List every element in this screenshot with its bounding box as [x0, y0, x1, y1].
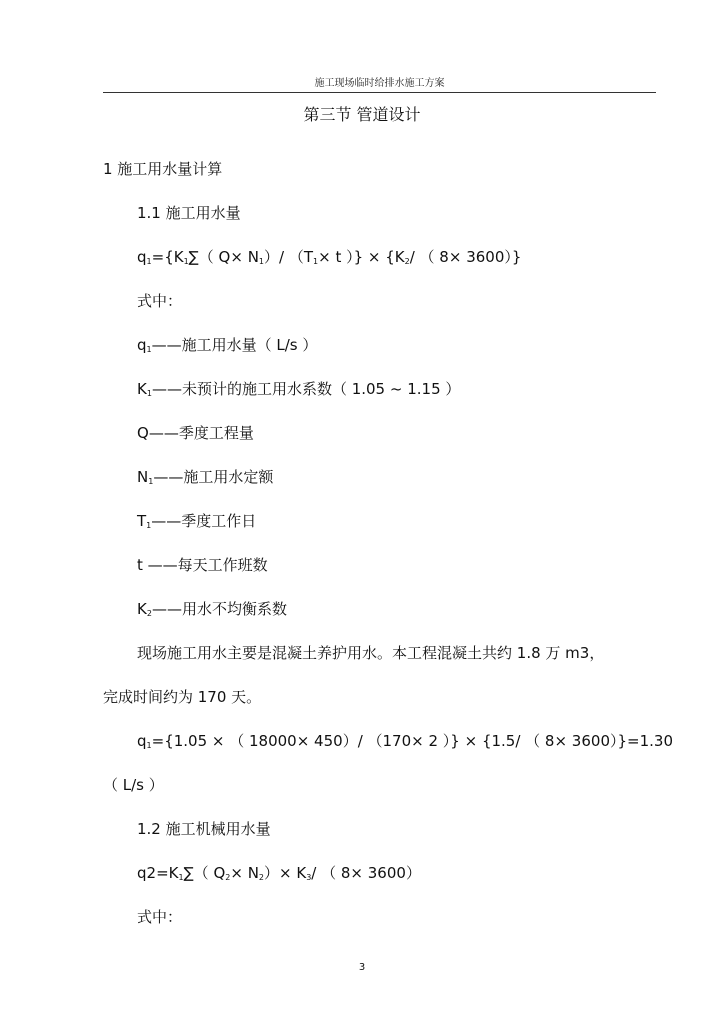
- calculation-q1-unit: （ L/s ）: [103, 776, 164, 794]
- where-label-2: 式中：: [137, 908, 183, 926]
- section-title: 第三节 管道设计: [303, 105, 421, 124]
- formula-q2: $q2=K_1\sum$（ $Q_2\times N_2)\times K_3/$ （ 8× 3600）: [137, 864, 421, 882]
- paragraph-concrete-cont: 完成时间约为 170 天。: [103, 688, 262, 706]
- paragraph-concrete: 现场施工用水主要是混凝土养护用水。本工程混凝土共约 1.8 万 m3，: [137, 644, 605, 662]
- formula-q1: $q_1=\{K_1\sum$（ $Q\times N_1)/$ （$T_1\times t$ ）} × {$K_2/$ （ 8× 3600）}: [137, 248, 522, 266]
- heading-construction-water: 1.1 施工用水量: [137, 204, 241, 222]
- definition-k1: $K_1——$未预计的施工用水系数（ 1.05 ~ 1.15 ）: [137, 380, 461, 398]
- definition-t: t ——每天工作班数: [137, 556, 268, 574]
- page-number: 3: [358, 962, 366, 973]
- definition-k2: $K_2——$用水不均衡系数: [137, 600, 287, 618]
- heading-machine-water: 1.2 施工机械用水量: [137, 820, 271, 838]
- definition-q1: $q_1——$施工用水量（ L/s ）: [137, 336, 318, 354]
- definition-n1: $N_1——$施工用水定额: [137, 468, 274, 486]
- where-label: 式中：: [137, 292, 183, 310]
- calculation-q1: $q_1=\{1.05$ × （ 18000× 450）/ （170× 2 ）} × {1.5/ （ 8× 3600）}=1.30: [137, 732, 673, 750]
- running-header: 施工现场临时给排水施工方案: [314, 78, 445, 89]
- definition-q: Q——季度工程量: [137, 424, 254, 442]
- header-rule: [103, 92, 656, 93]
- heading-water-calc: 1 施工用水量计算: [103, 160, 223, 178]
- definition-t1: $T_1——$季度工作日: [137, 512, 257, 530]
